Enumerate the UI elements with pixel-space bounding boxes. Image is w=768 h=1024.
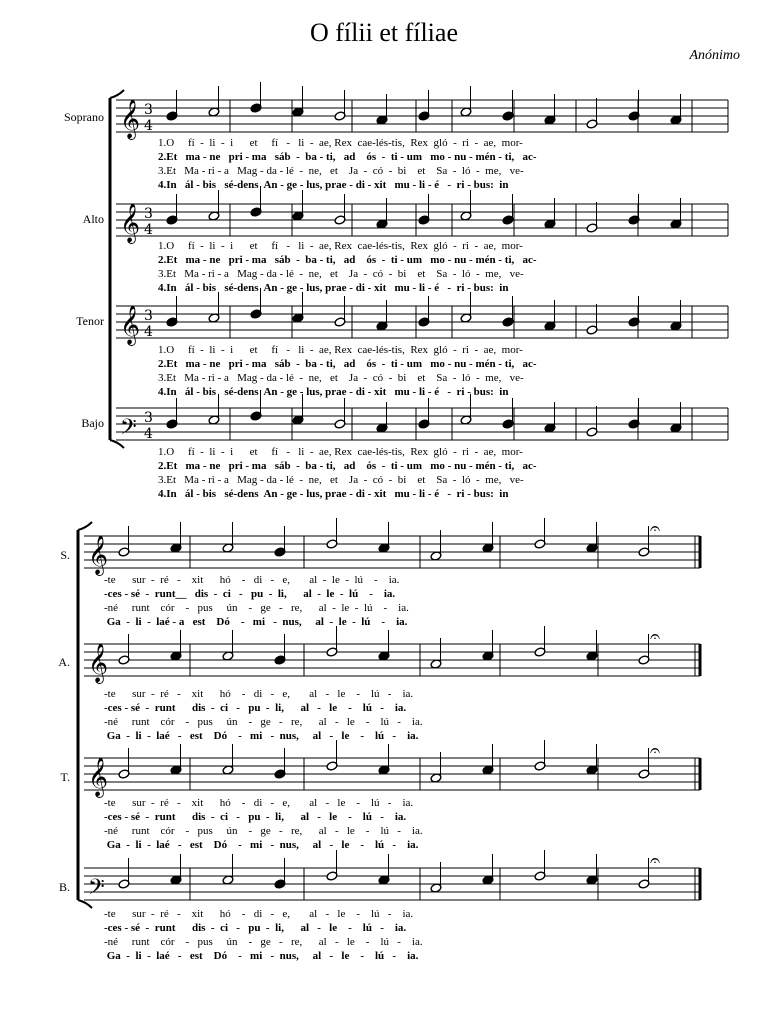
lyric-bajo-v4: 4.In ál - bis sé-dens An - ge - lus, prae - di - xit mu - li - é - ri - bus: in xyxy=(158,488,509,500)
composer-name: Anónimo xyxy=(689,48,740,63)
treble-clef: 𝄞 xyxy=(88,643,109,683)
lyric2-s-v3: -né runt cór - pus ún - ge - re, al - le - lú - ia. xyxy=(104,602,409,614)
lyric-soprano-v3: 3.Et Ma - ri - a Mag - da - lé - ne, et Ja - có - bi et Sa - ló - me, ve- xyxy=(158,165,524,177)
lyric2-b-v4: Ga - li - laé - est Dó - mi - nus, al - le - lú - ia. xyxy=(104,950,419,962)
voice-abbr-t: T. xyxy=(60,770,70,784)
voice-name-tenor: Tenor xyxy=(76,314,104,328)
system1-bracket xyxy=(110,90,124,448)
lyric2-s-v2: -ces - sé - runt__ dis - ci - pu - li, al - le - lú - ia. xyxy=(104,588,396,600)
lyric-alto-v3: 3.Et Ma - ri - a Mag - da - lé - ne, et Ja - có - bi et Sa - ló - me, ve- xyxy=(158,268,524,280)
treble-clef: 𝄞 xyxy=(120,203,141,243)
voice-name-bajo: Bajo xyxy=(81,416,104,430)
time-sig-denominator: 4 xyxy=(144,222,153,238)
lyric-alto-v1: 1.O fí - li - i et fí - li - ae, Rex cae-lés-tis, Rex gló - ri - ae, mor- xyxy=(158,240,523,252)
bass-clef: 𝄢 xyxy=(120,415,137,445)
fermata-icon: 𝄐 xyxy=(650,740,661,761)
lyric-tenor-v1: 1.O fí - li - i et fí - li - ae, Rex cae-lés-tis, Rex gló - ri - ae, mor- xyxy=(158,344,523,356)
fermata-icon: 𝄐 xyxy=(650,626,661,647)
treble-clef: 𝄞 xyxy=(120,99,141,139)
lyric2-a-v4: Ga - li - laé - est Dó - mi - nus, al - le - lú - ia. xyxy=(104,730,419,742)
time-sig-numerator: 3 xyxy=(144,206,153,222)
time-sig-denominator: 4 xyxy=(144,426,153,442)
voice-abbr-s: S. xyxy=(60,548,70,562)
lyric2-s-v4: Ga - li - laé - a est Dó - mi - nus, al - le - lú - ia. xyxy=(104,616,408,628)
treble-clef: 𝄞 xyxy=(120,305,141,345)
time-sig-numerator: 3 xyxy=(144,410,153,426)
bass-clef: 𝄢 xyxy=(88,875,105,905)
lyric-tenor-v2: 2.Et ma - ne pri - ma sáb - ba - ti, ad ós - ti - um mo - nu - mén - ti, ac- xyxy=(158,358,537,370)
lyric-tenor-v3: 3.Et Ma - ri - a Mag - da - lé - ne, et Ja - có - bi et Sa - ló - me, ve- xyxy=(158,372,524,384)
lyric2-b-v2: -ces - sé - runt dis - ci - pu - li, al - le - lú - ia. xyxy=(104,922,407,934)
lyric2-a-v2: -ces - sé - runt dis - ci - pu - li, al - le - lú - ia. xyxy=(104,702,407,714)
time-sig-numerator: 3 xyxy=(144,102,153,118)
voice-name-alto: Alto xyxy=(82,212,104,226)
lyric2-a-v3: -né runt cór - pus ún - ge - re, al - le - lú - ia. xyxy=(104,716,423,728)
lyric-soprano-v1: 1.O fí - li - i et fí - li - ae, Rex cae-lés-tis, Rex gló - ri - ae, mor- xyxy=(158,137,523,149)
lyric-bajo-v1: 1.O fí - li - i et fí - li - ae, Rex cae-lés-tis, Rex gló - ri - ae, mor- xyxy=(158,446,523,458)
lyric-soprano-v4: 4.In ál - bis sé-dens An - ge - lus, prae - di - xit mu - li - é - ri - bus: in xyxy=(158,179,509,191)
voice-abbr-b: B. xyxy=(58,880,70,894)
lyric-tenor-v4: 4.In ál - bis sé-dens An - ge - lus, prae - di - xit mu - li - é - ri - bus: in xyxy=(158,386,509,398)
fermata-icon: 𝄐 xyxy=(650,850,661,871)
lyric2-b-v3: -né runt cór - pus ún - ge - re, al - le - lú - ia. xyxy=(104,936,423,948)
lyric2-s-v1: -te sur - ré - xit hó - di - e, al - le - lú - ia. xyxy=(104,574,400,586)
lyric2-a-v1: -te sur - ré - xit hó - di - e, al - le - lú - ia. xyxy=(104,688,414,700)
lyric2-t-v2: -ces - sé - runt dis - ci - pu - li, al - le - lú - ia. xyxy=(104,811,407,823)
lyric-alto-v4: 4.In ál - bis sé-dens An - ge - lus, prae - di - xit mu - li - é - ri - bus: in xyxy=(158,282,509,294)
time-sig-denominator: 4 xyxy=(144,118,153,134)
lyric2-t-v3: -né runt cór - pus ún - ge - re, al - le - lú - ia. xyxy=(104,825,423,837)
voice-name-soprano: Soprano xyxy=(64,110,104,124)
lyric-bajo-v3: 3.Et Ma - ri - a Mag - da - lé - ne, et Ja - có - bi et Sa - ló - me, ve- xyxy=(158,474,524,486)
lyric-soprano-v2: 2.Et ma - ne pri - ma sáb - ba - ti, ad ós - ti - um mo - nu - mén - ti, ac- xyxy=(158,151,537,163)
lyric-alto-v2: 2.Et ma - ne pri - ma sáb - ba - ti, ad ós - ti - um mo - nu - mén - ti, ac- xyxy=(158,254,537,266)
time-sig-numerator: 3 xyxy=(144,308,153,324)
lyric2-b-v1: -te sur - ré - xit hó - di - e, al - le - lú - ia. xyxy=(104,908,414,920)
fermata-icon: 𝄐 xyxy=(650,518,661,539)
system2-bracket xyxy=(78,522,92,908)
lyric2-t-v1: -te sur - ré - xit hó - di - e, al - le - lú - ia. xyxy=(104,797,414,809)
lyric2-t-v4: Ga - li - laé - est Dó - mi - nus, al - le - lú - ia. xyxy=(104,839,419,851)
treble-clef: 𝄞 xyxy=(88,535,109,575)
lyric-bajo-v2: 2.Et ma - ne pri - ma sáb - ba - ti, ad ós - ti - um mo - nu - mén - ti, ac- xyxy=(158,460,537,472)
voice-abbr-a: A. xyxy=(58,655,70,669)
page-title: O fílii et fíliae xyxy=(309,18,458,47)
treble-clef: 𝄞 xyxy=(88,757,109,797)
time-sig-denominator: 4 xyxy=(144,324,153,340)
